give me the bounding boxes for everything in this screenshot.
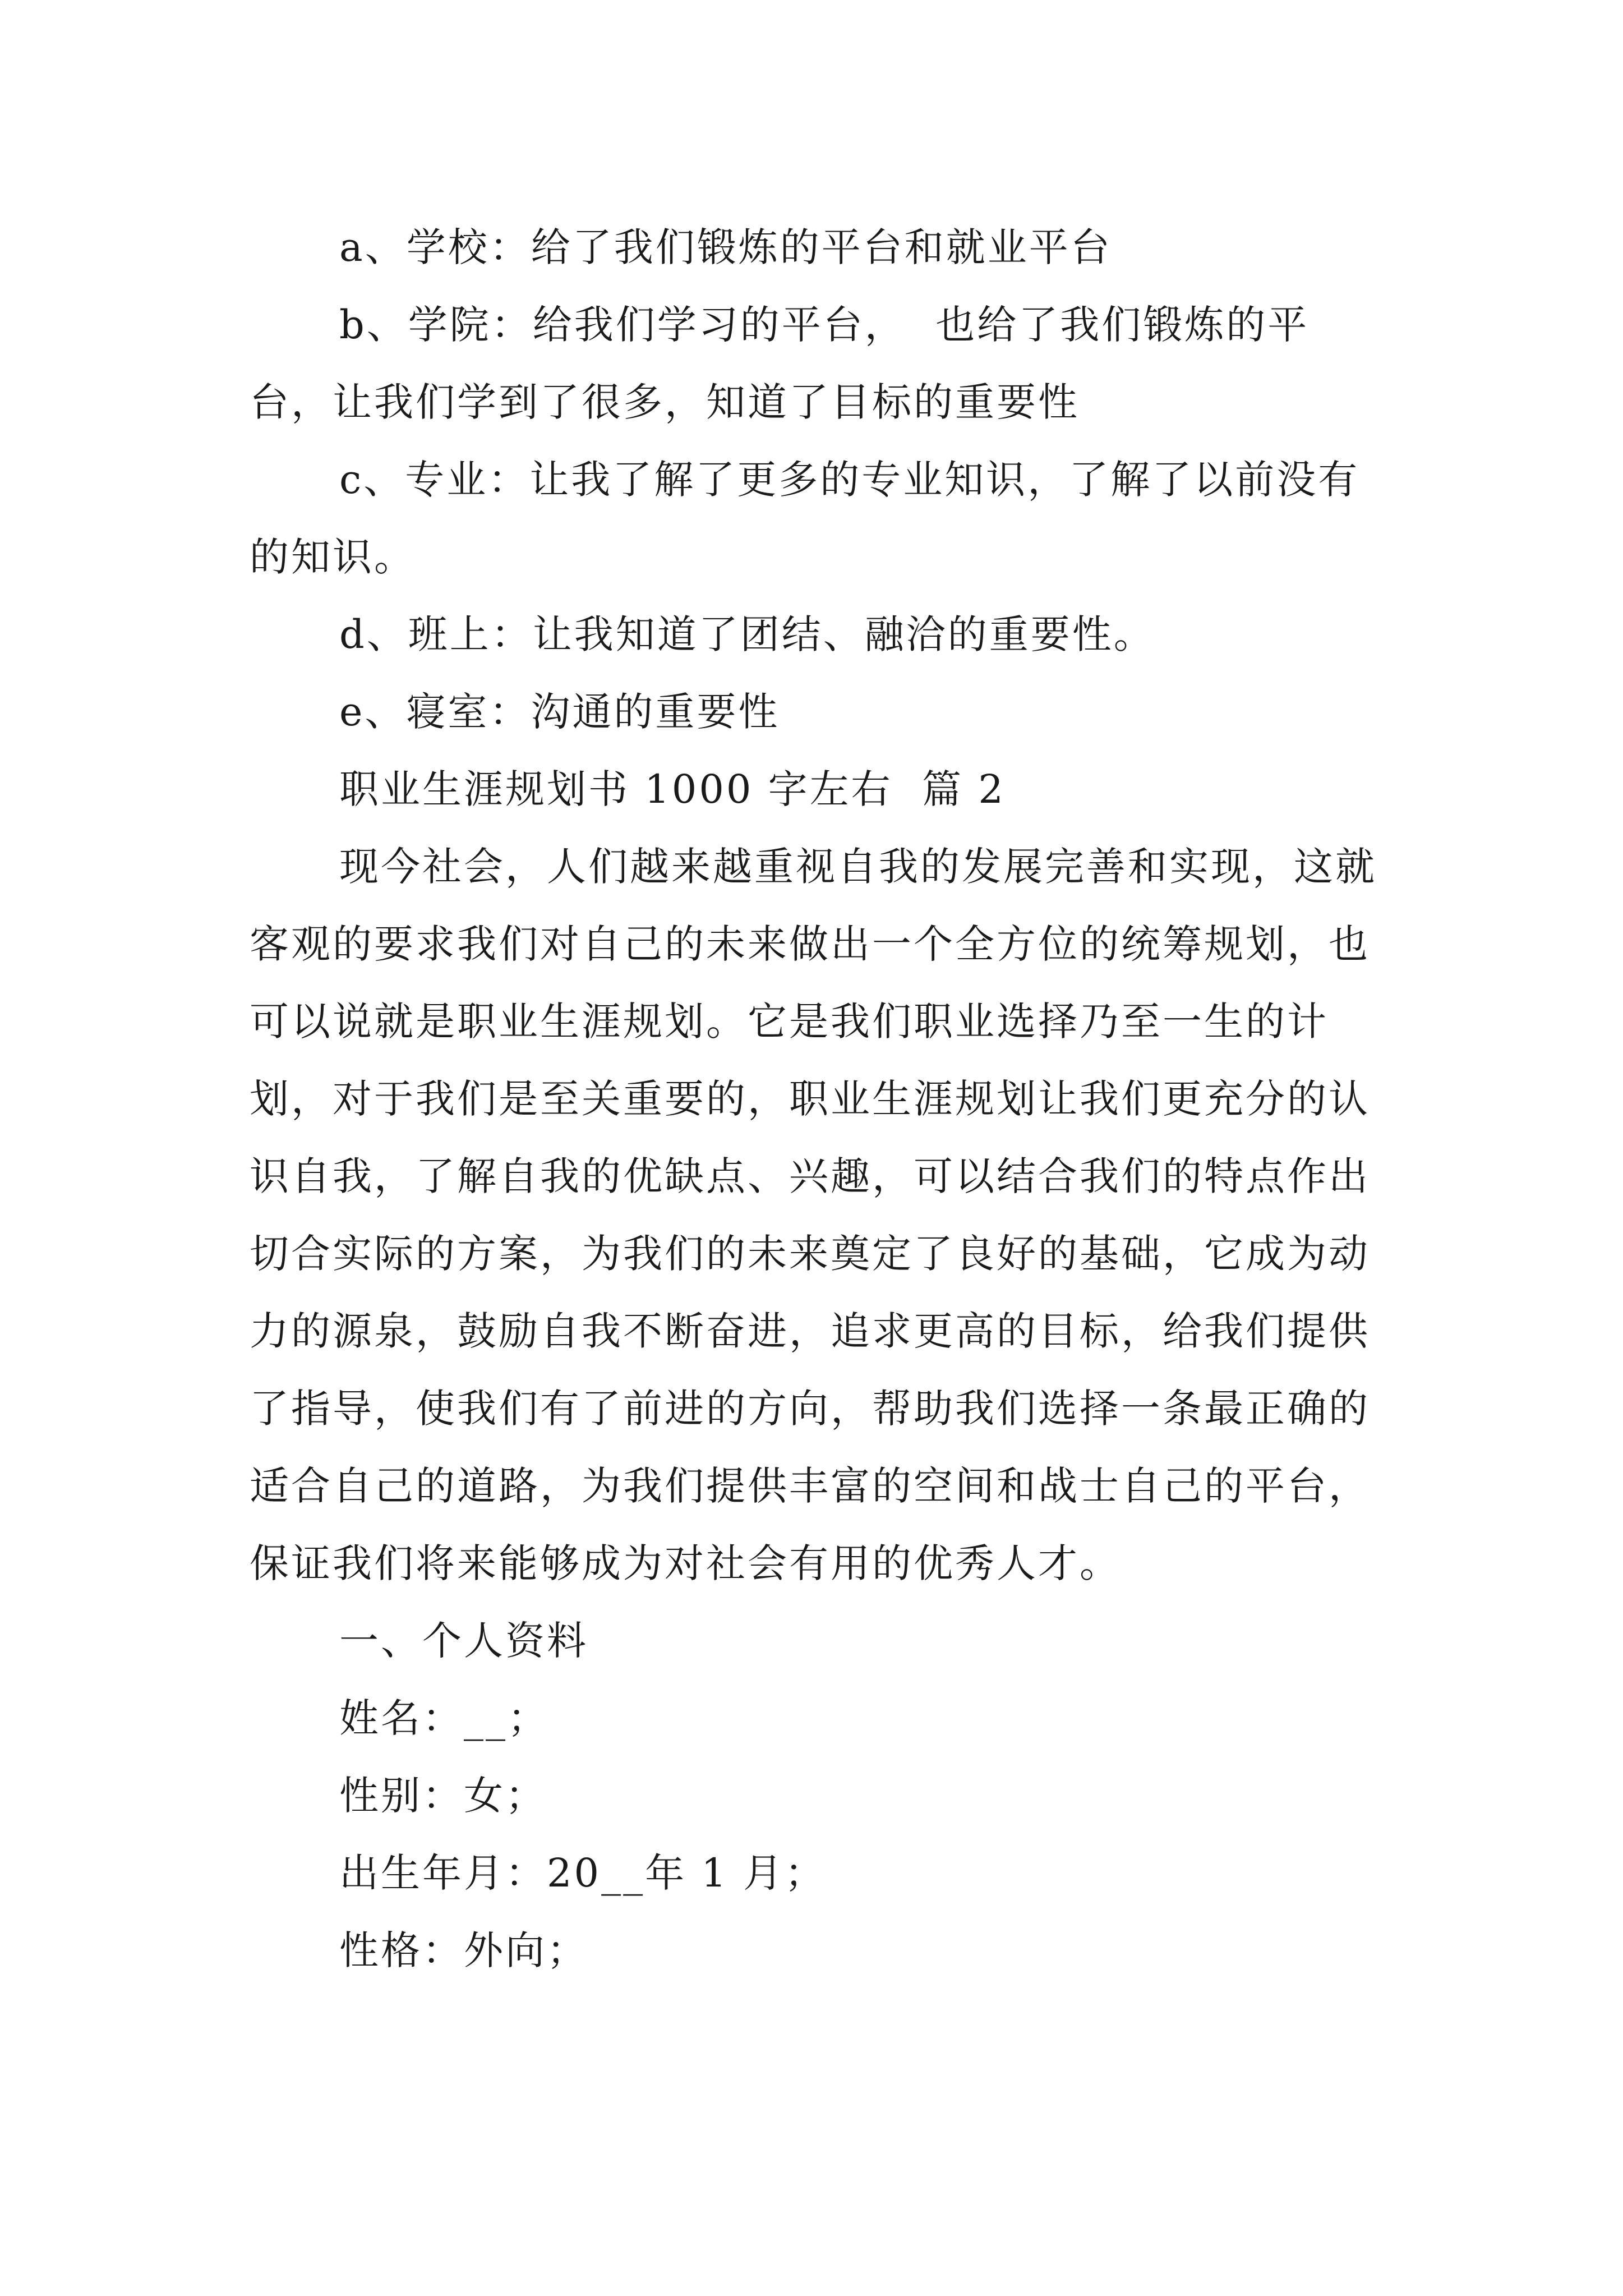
field-birth: 出生年月：20__年 1 月；	[339, 1850, 827, 1896]
document-body	[250, 209, 1388, 1989]
paragraph-class: d、班上：让我知道了团结、融洽的重要性。	[339, 611, 1155, 657]
subheading-personal-info: 一、个人资料	[339, 1618, 588, 1664]
field-gender: 性别：女；	[339, 1773, 547, 1819]
paragraph-intro: 现今社会，人们越来越重视自我的发展完善和实现，这就客观的要求我们对自己的未来做出一个全方位的统筹规划，也可以说就是职业生涯规划。它是我们职业选择乃至一生的计划，对于我们是至关重要的，职业生涯规划让我们更充分的认识自我，了解自我的优缺点、兴趣，可以结合我们的特点作出切合实际的方案，为我们的未来奠定了良好的基础，它成为动力的源泉，鼓励自我不断奋进，追求更高的目标，给我们提供了指导，使我们有了前进的方向，帮助我们选择一条最正确的适合自己的道路，为我们提供丰富的空间和战士自己的平台，保证我们将来能够成为对社会有用的优秀人才。	[250, 844, 1377, 1586]
field-name: 姓名：__；	[339, 1695, 549, 1741]
section-heading: 职业生涯规划书 1000 字左右 篇 2	[339, 766, 1006, 812]
paragraph-dorm: e、寝室：沟通的重要性	[339, 689, 780, 735]
paragraph-college: b、学院：给我们学习的平台， 也给了我们锻炼的平台，让我们学到了很多，知道了目标的重要性	[250, 302, 1310, 425]
paragraph-major: c、专业：让我了解了更多的专业知识，了解了以前没有的知识。	[250, 457, 1360, 580]
paragraph-school: a、学校：给了我们锻炼的平台和就业平台	[339, 224, 1112, 270]
field-personality: 性格：外向；	[339, 1927, 588, 1973]
